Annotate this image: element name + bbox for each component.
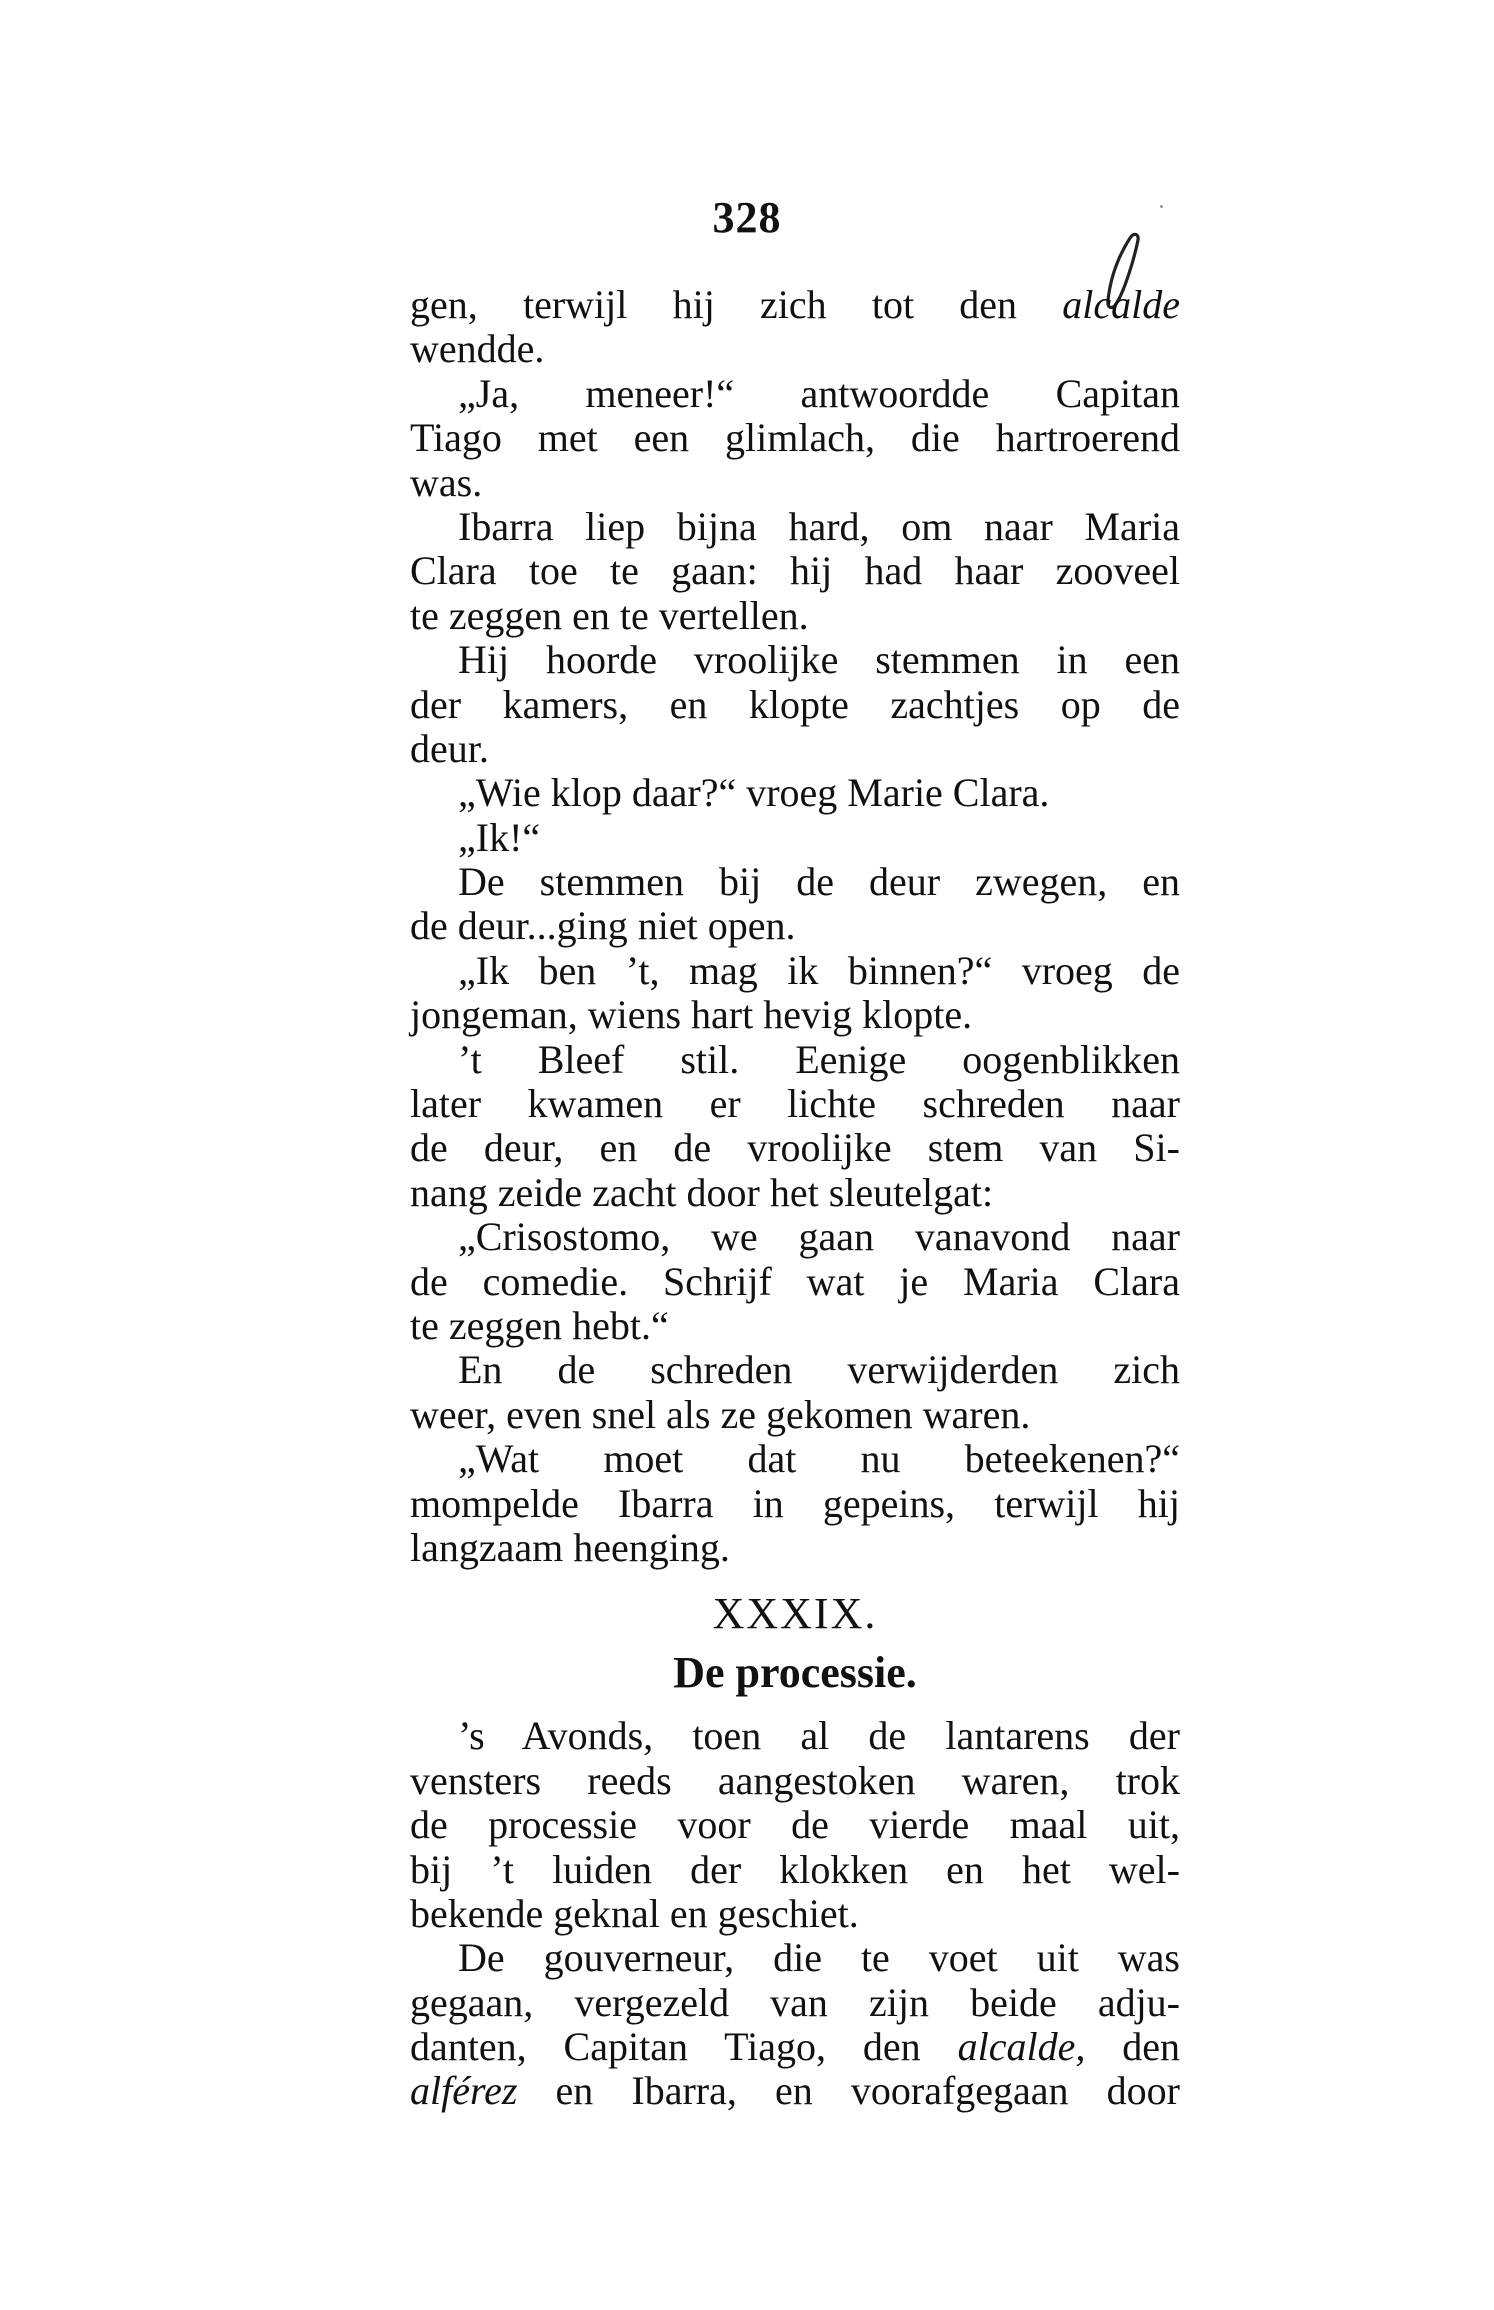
text-line: „Wat moet dat nu beteekenen?“: [458, 1436, 1180, 1482]
text-line: mompelde Ibarra in gepeins, terwijl hij: [410, 1480, 1180, 1526]
paragraph-4: [410, 638, 1180, 771]
text-line: jongeman, wiens hart hevig klopte.: [410, 992, 973, 1038]
paragraph-7: [410, 860, 1180, 949]
text-line: later kwamen er lichte schreden naar: [410, 1081, 1180, 1127]
text-line: Tiago met een glimlach, die hartroerend: [410, 415, 1180, 461]
chapter-paragraph-1: [410, 1714, 1180, 1936]
paragraph-10: [410, 1215, 1180, 1348]
text-line: Clara toe te gaan: hij had haar zooveel: [410, 548, 1180, 594]
paragraph-11: [410, 1348, 1180, 1437]
text-line: langzaam heenging.: [410, 1524, 730, 1570]
text-line: „Ik ben ’t, mag ik binnen?“ vroeg de: [458, 947, 1180, 993]
body-text: [410, 283, 1180, 2114]
paragraph-5: [410, 771, 1180, 815]
chapter-paragraph-2: [410, 1936, 1180, 2114]
text-line: bij ’t luiden der klokken en het wel-: [410, 1846, 1180, 1892]
text-line: vensters reeds aangestoken waren, trok: [410, 1757, 1180, 1803]
paragraph-6: [410, 816, 1180, 860]
paragraph-9: [410, 1038, 1180, 1216]
chapter-number: XXXIX.: [712, 1589, 878, 1639]
paragraph-12: [410, 1437, 1180, 1570]
text-line: de processie voor de vierde maal uit,: [410, 1802, 1180, 1848]
text-line: ’t Bleef stil. Eenige oogenblikken: [458, 1036, 1180, 1082]
text-line: alférez en Ibarra, en voorafgegaan door: [410, 2068, 1180, 2114]
page-number: 328: [712, 193, 782, 242]
text-line: te zeggen en te vertellen.: [410, 592, 809, 638]
text-line: gen, terwijl hij zich tot den alcalde: [410, 282, 1180, 327]
paragraph-3: [410, 505, 1180, 638]
text-line: de deur...ging niet open.: [410, 903, 796, 949]
text-line: danten, Capitan Tiago, den alcalde, den: [410, 2024, 1180, 2070]
paragraph-1: [410, 283, 1180, 372]
text-line: Hij hoorde vroolijke stemmen in een: [458, 637, 1180, 683]
text-line: „Ik!“: [458, 814, 541, 860]
text-line: „Ja, meneer!“ antwoordde Capitan: [458, 370, 1180, 416]
text-line: deur.: [410, 725, 489, 771]
text-line: der kamers, en klopte zachtjes op de: [410, 681, 1180, 727]
text-line: Ibarra liep bijna hard, om naar Maria: [458, 503, 1180, 549]
text-line: nang zeide zacht door het sleutelgat:: [410, 1169, 994, 1215]
speck: [1160, 205, 1163, 208]
text-line: weer, even snel als ze gekomen waren.: [410, 1391, 1031, 1437]
text-line: „Wie klop daar?“ vroeg Marie Clara.: [458, 770, 1050, 816]
text-line: de comedie. Schrijf wat je Maria Clara: [410, 1258, 1180, 1304]
text-line: „Crisostomo, we gaan vanavond naar: [458, 1214, 1180, 1260]
text-line: bekende geknal en geschiet.: [410, 1890, 859, 1936]
chapter-title: De processie.: [673, 1648, 917, 1698]
text-line: ’s Avonds, toen al de lantarens der: [458, 1713, 1180, 1759]
paragraph-2: [410, 372, 1180, 505]
text-line: te zeggen hebt.“: [410, 1302, 669, 1348]
text-line: was.: [410, 459, 483, 505]
text-line: En de schreden verwijderden zich: [458, 1347, 1180, 1393]
text-line: De gouverneur, die te voet uit was: [458, 1935, 1180, 1981]
text-line: de deur, en de vroolijke stem van Si-: [410, 1125, 1180, 1171]
text-line: gegaan, vergezeld van zijn beide adju-: [410, 1979, 1180, 2025]
paragraph-8: [410, 949, 1180, 1038]
text-line: wendde.: [410, 326, 545, 372]
text-line: De stemmen bij de deur zwegen, en: [458, 859, 1180, 905]
